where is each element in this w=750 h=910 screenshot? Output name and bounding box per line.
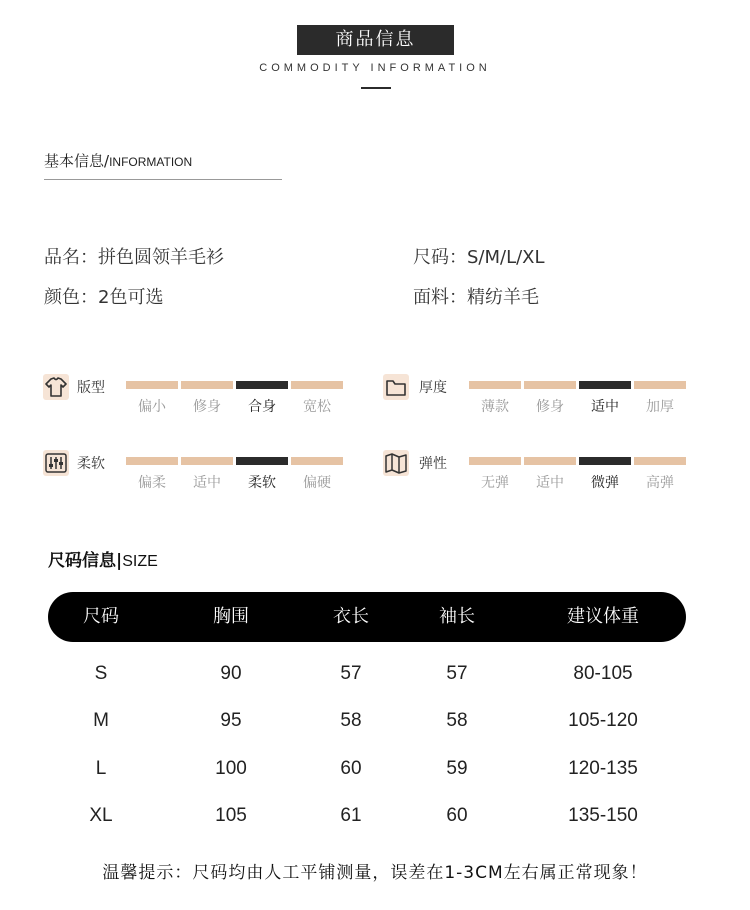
table-cell: 100: [215, 758, 247, 779]
rating-options-thickness: [469, 396, 686, 416]
rating-option: 适中: [536, 475, 564, 491]
table-cell: XL: [89, 805, 113, 826]
rating-bar: [291, 457, 343, 465]
table-header-cell: 衣长: [333, 606, 369, 627]
table-header-cell: 胸围: [213, 606, 249, 627]
table-row: [0, 654, 750, 694]
rating-label-softness: 柔软: [77, 456, 105, 472]
table-row: [0, 796, 750, 836]
rating-bar: [126, 457, 178, 465]
table-cell: 135-150: [568, 805, 638, 826]
size-heading: [48, 546, 158, 571]
measurement-note: 温馨提示：尺码均由人工平铺测量，误差在1-3CM左右属正常现象！: [102, 863, 648, 883]
rating-option-selected: 适中: [591, 399, 619, 415]
sliders-icon: [43, 450, 69, 476]
rating-option: 无弹: [481, 475, 509, 491]
product-color: 颜色：2色可选: [44, 287, 164, 308]
folder-icon: [383, 374, 409, 400]
rating-bar-selected: [236, 381, 288, 389]
basic-info-heading: [44, 150, 192, 171]
rating-bar-selected: [579, 381, 631, 389]
table-cell: 57: [340, 663, 362, 684]
table-row: [0, 701, 750, 741]
rating-option: 修身: [193, 399, 221, 415]
table-cell: 120-135: [568, 758, 638, 779]
rating-bar: [524, 457, 576, 465]
table-cell: 58: [446, 710, 468, 731]
rating-option-selected: 微弹: [591, 475, 619, 491]
product-name: 品名：拼色圆领羊毛衫: [44, 247, 224, 268]
basic-heading-en: INFORMATION: [109, 155, 193, 169]
table-cell: 58: [340, 710, 362, 731]
rating-bar: [291, 381, 343, 389]
table-cell: 60: [340, 758, 362, 779]
rating-bar: [524, 381, 576, 389]
divider: [44, 179, 282, 180]
rating-option: 适中: [193, 475, 221, 491]
rating-bar: [181, 457, 233, 465]
table-cell: 105: [215, 805, 247, 826]
table-cell: S: [94, 663, 108, 684]
rating-options-softness: [126, 472, 343, 492]
rating-bar-selected: [579, 457, 631, 465]
rating-bars-fit: [126, 381, 343, 389]
table-header-cell: 尺码: [83, 606, 119, 627]
table-cell: 80-105: [573, 663, 633, 684]
rating-bar: [126, 381, 178, 389]
size-heading-cn: 尺码信息|: [48, 551, 123, 571]
rating-option: 加厚: [646, 399, 674, 415]
rating-bar: [634, 457, 686, 465]
title-underline: [361, 87, 391, 89]
rating-option: 偏柔: [138, 475, 166, 491]
table-cell: 105-120: [568, 710, 638, 731]
rating-option: 高弹: [646, 475, 674, 491]
rating-option: 偏小: [138, 399, 166, 415]
table-cell: M: [93, 710, 109, 731]
section-title: 商品信息: [297, 25, 454, 55]
size-table-header: [48, 592, 686, 642]
table-cell: 57: [446, 663, 468, 684]
rating-option: 修身: [536, 399, 564, 415]
table-cell: 90: [220, 663, 242, 684]
rating-options-elasticity: [469, 472, 686, 492]
product-fabric: 面料：精纺羊毛: [413, 287, 539, 308]
table-cell: 61: [340, 805, 362, 826]
shirt-icon: [43, 374, 69, 400]
map-icon: [383, 450, 409, 476]
rating-bar: [469, 381, 521, 389]
rating-bars-softness: [126, 457, 343, 465]
rating-label-elasticity: 弹性: [419, 456, 447, 472]
table-row: [0, 749, 750, 789]
section-subtitle: COMMODITY INFORMATION: [259, 62, 491, 74]
rating-bar: [634, 381, 686, 389]
rating-bar: [469, 457, 521, 465]
table-header-cell: 建议体重: [567, 606, 639, 627]
rating-bar: [181, 381, 233, 389]
rating-option-selected: 合身: [248, 399, 276, 415]
table-cell: L: [95, 758, 107, 779]
rating-options-fit: [126, 396, 343, 416]
rating-label-fit: 版型: [77, 380, 105, 396]
table-cell: 59: [446, 758, 468, 779]
rating-bars-elasticity: [469, 457, 686, 465]
rating-option: 宽松: [303, 399, 331, 415]
table-cell: 95: [220, 710, 242, 731]
rating-option: 薄款: [481, 399, 509, 415]
size-heading-en: SIZE: [122, 553, 158, 570]
table-cell: 60: [446, 805, 468, 826]
rating-label-thickness: 厚度: [419, 380, 447, 396]
rating-option: 偏硬: [303, 475, 331, 491]
rating-bar-selected: [236, 457, 288, 465]
rating-option-selected: 柔软: [248, 475, 276, 491]
product-size: 尺码：S/M/L/XL: [413, 247, 545, 268]
table-header-cell: 袖长: [439, 606, 475, 627]
rating-bars-thickness: [469, 381, 686, 389]
basic-heading-cn: 基本信息/: [44, 152, 110, 170]
